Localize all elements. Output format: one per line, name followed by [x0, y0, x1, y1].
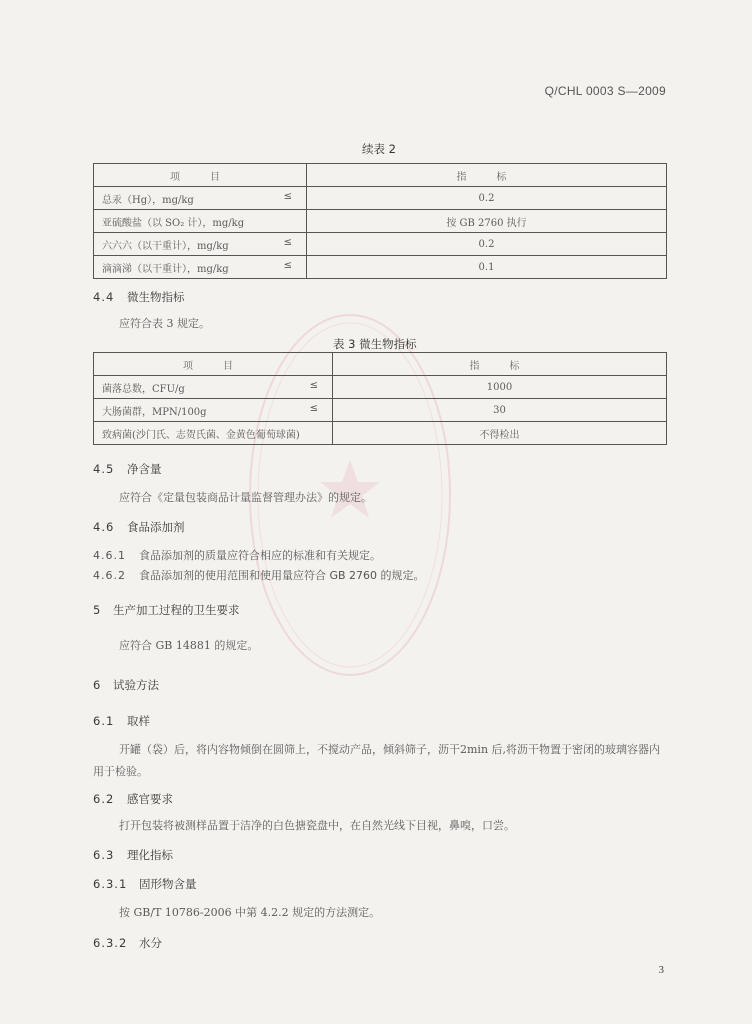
column-header-spec: 指 标: [307, 164, 667, 187]
clause-4-6-1: [93, 547, 381, 563]
clause-text: 食品添加剂的质量应符合相应的标准和有关规定。: [139, 549, 381, 562]
section-title: 水分: [139, 936, 162, 950]
section-heading-6-3-1: [93, 876, 197, 892]
table-row: [94, 233, 667, 256]
section-number: 4.6: [93, 520, 115, 534]
page-number: 3: [658, 964, 664, 976]
section-heading-4-4: [93, 289, 185, 305]
table-cell-value: 1000: [333, 376, 667, 399]
paragraph: 应符合《定量包装商品计量监督管理办法》的规定。: [119, 491, 372, 504]
table-cell-value: 0.2: [307, 233, 667, 256]
section-title: 试验方法: [113, 678, 159, 692]
item-text: 菌落总数，CFU/g: [102, 383, 185, 395]
table-row: [94, 376, 667, 399]
paragraph: 开罐（袋）后，将内容物倾倒在圆筛上，不搅动产品，倾斜筛子，沥干2min 后,将沥干物置于密闭的玻璃容器内用于检验。: [93, 743, 661, 778]
paragraph: 按 GB/T 10786-2006 中第 4.2.2 规定的方法测定。: [119, 906, 381, 919]
operator-symbol: ≤: [309, 403, 318, 414]
table3: [93, 352, 667, 445]
section-number: 4.4: [93, 290, 115, 304]
item-text: 亚硫酸盐（以 SO₂ 计），mg/kg: [102, 217, 245, 229]
column-header-item: 项 目: [94, 353, 333, 376]
section-heading-6-3: [93, 847, 173, 863]
table2-caption: 续表 2: [362, 142, 396, 156]
paragraph: 打开包装将被测样品置于洁净的白色搪瓷盘中，在自然光线下目视，鼻嗅，口尝。: [119, 819, 515, 832]
item-text: 六六六（以干重计），mg/kg: [102, 240, 229, 252]
section-number: 6.3.2: [93, 936, 128, 950]
item-text: 滴滴涕（以干重计），mg/kg: [102, 263, 229, 275]
section-heading-6: [93, 677, 159, 693]
table3-caption: 表 3 微生物指标: [333, 337, 417, 351]
section-heading-6-1: [93, 713, 150, 729]
table-cell-item: [94, 210, 307, 233]
table-cell-value: 按 GB 2760 执行: [307, 210, 667, 233]
operator-symbol: ≤: [309, 380, 318, 391]
table-row: [94, 210, 667, 233]
table-cell-item: [94, 422, 333, 445]
section-title: 固形物含量: [139, 877, 197, 891]
section-number: 6.3.1: [93, 877, 128, 891]
item-text: 大肠菌群，MPN/100g: [102, 406, 207, 418]
table-cell-value: 0.2: [307, 187, 667, 210]
section-number: 6.3: [93, 848, 115, 862]
section-title: 感官要求: [127, 792, 173, 806]
table-row: [94, 187, 667, 210]
table-row: [94, 256, 667, 279]
section-number: 6.2: [93, 792, 115, 806]
table2: [93, 163, 667, 279]
item-text: 总汞（Hg），mg/kg: [102, 194, 194, 206]
section-title: 微生物指标: [127, 290, 185, 304]
clause-4-6-2: [93, 567, 425, 583]
table-header-row: [94, 353, 667, 376]
table-row: [94, 399, 667, 422]
paragraph: 应符合 GB 14881 的规定。: [119, 639, 259, 652]
column-header-item: 项 目: [94, 164, 307, 187]
paragraph: 应符合表 3 规定。: [119, 317, 210, 330]
table-cell-value: 30: [333, 399, 667, 422]
clause-number: 4.6.2: [93, 569, 126, 582]
section-heading-6-2: [93, 791, 173, 807]
clause-number: 4.6.1: [93, 549, 126, 562]
operator-symbol: ≤: [283, 260, 292, 271]
table-cell-item: [94, 256, 307, 279]
section-number: 4.5: [93, 462, 115, 476]
table-cell-item: [94, 233, 307, 256]
column-header-spec: 指 标: [333, 353, 667, 376]
table-header-row: [94, 164, 667, 187]
section-heading-5: [93, 602, 240, 618]
table-cell-item: [94, 376, 333, 399]
operator-symbol: ≤: [283, 237, 292, 248]
section-heading-4-6: [93, 519, 185, 535]
table-row: [94, 422, 667, 445]
section-heading-4-5: [93, 461, 162, 477]
clause-text: 食品添加剂的使用范围和使用量应符合 GB 2760 的规定。: [139, 569, 425, 582]
section-title: 净含量: [127, 462, 162, 476]
item-text: 致病菌(沙门氏、志贺氏菌、金黄色葡萄球菌): [102, 429, 300, 441]
operator-symbol: ≤: [283, 191, 292, 202]
section-title: 理化指标: [127, 848, 173, 862]
section-number: 6.1: [93, 714, 115, 728]
table-cell-item: [94, 187, 307, 210]
table-cell-value: 不得检出: [333, 422, 667, 445]
section-number: 5: [93, 603, 102, 617]
table-cell-item: [94, 399, 333, 422]
table-cell-value: 0.1: [307, 256, 667, 279]
section-title: 食品添加剂: [127, 520, 185, 534]
document-code: Q/CHL 0003 S—2009: [544, 84, 666, 98]
section-heading-6-3-2: [93, 935, 162, 951]
section-number: 6: [93, 678, 102, 692]
section-title: 取样: [127, 714, 150, 728]
section-title: 生产加工过程的卫生要求: [113, 603, 240, 617]
